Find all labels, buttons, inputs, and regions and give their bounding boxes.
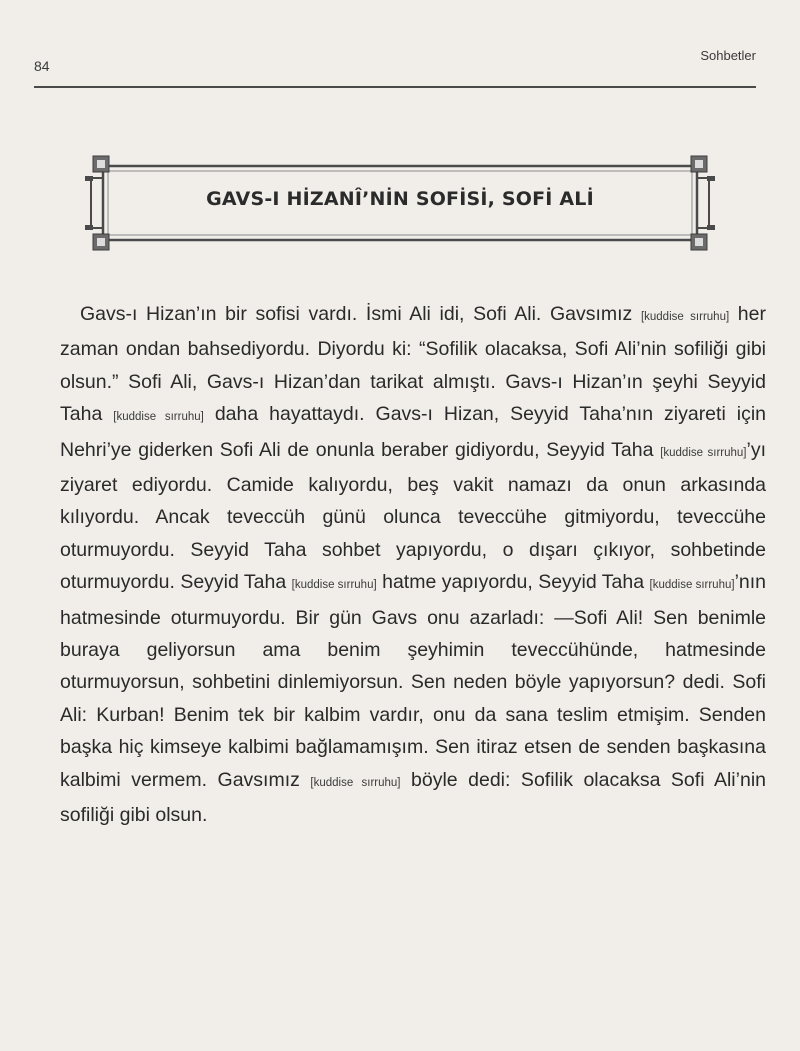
honorific-note: [kuddise sırruhu]: [660, 446, 747, 459]
body-text-segment: ’nın hatmesinde oturmuyordu. Bir gün Gavs onu azarladı: —Sofi Ali! Sen benimle buraya geliyorsun ama benim şeyhimin teveccühünde, hatmesinde oturmuyorsun, sohbetini dinlemiyorsun. Sen neden böyle yapıyorsun? dedi. Sofi Ali: Kurban! Benim tek bir kalbim vardır, onu da sana teslim etmişim. Senden başka hiç kimseye kalbimi bağlamamışım. Sen itiraz etsen de senden başkasına kalbimi vermem. Gavsımız: [60, 571, 767, 791]
chapter-title-frame: [85, 148, 715, 258]
paragraph: [60, 298, 766, 832]
body-text-segment: daha hayattaydı. Gavs-ı Hizan, Seyyid Taha’nın ziyareti için Nehri’ye giderken Sofi Ali de onunla beraber gidiyordu, Seyyid Taha: [60, 403, 767, 461]
honorific-note: [kuddise sırruhu]: [649, 579, 735, 592]
honorific-note: [kuddise sırruhu]: [291, 579, 377, 592]
body-text: [60, 298, 766, 832]
body-text-segment: hatme yapıyordu, Seyyid Taha: [376, 571, 650, 594]
header-rule: [34, 86, 756, 88]
body-text-segment: her zaman ondan bahsediyordu. Diyordu ki: “Sofilik olacaksa, Sofi Ali’nin sofiliği gibi olsun.” Sofi Ali, Gavs-ı Hizan’dan tarikat almıştı. Gavs-ı Hizan’ın şeyhi Seyyid Taha: [60, 303, 766, 426]
honorific-note: [kuddise sırruhu]: [113, 411, 204, 424]
body-text-segment: böyle dedi: Sofilik olacaksa Sofi Ali’nin sofiliği gibi olsun.: [60, 768, 766, 827]
body-text-segment: ’yı ziyaret ediyordu. Camide kalıyordu, beş vakit namazı da onun arkasında kılıyordu. Ancak teveccüh günü olunca teveccühe gitmiyordu, teveccühe oturmuyordu. Seyyid Taha sohbet yapıyordu, o dışarı çıkıyor, sohbetinde oturmuyordu. Seyyid Taha: [60, 438, 767, 594]
body-text-segment: Gavs-ı Hizan’ın bir sofisi vardı. İsmi Ali idi, Sofi Ali. Gavsımız: [80, 303, 641, 325]
chapter-title: GAVS-I HİZANÎ’NİN SOFİSİ, SOFİ ALİ: [206, 188, 594, 210]
honorific-note: [kuddise sırruhu]: [640, 311, 730, 323]
page-number: 84: [34, 58, 50, 74]
running-head: Sohbetler: [700, 48, 756, 63]
honorific-note: [kuddise sırruhu]: [310, 776, 401, 789]
